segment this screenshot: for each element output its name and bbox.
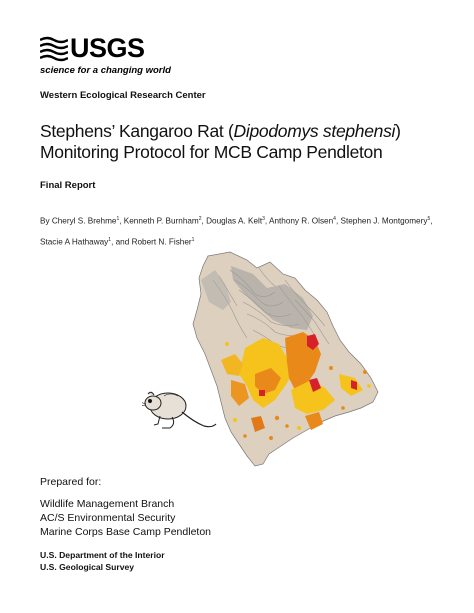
author-affil: 5 xyxy=(427,216,431,222)
recipient-line: Wildlife Management Branch xyxy=(40,498,175,510)
title-part1: Stephens’ Kangaroo Rat ( xyxy=(40,121,234,141)
author-name: Stacie A Hathaway xyxy=(40,237,109,247)
author-sep: , xyxy=(264,216,269,226)
report-title xyxy=(40,121,460,163)
prepared-for-label: Prepared for: xyxy=(40,476,102,488)
author-affil: 4 xyxy=(333,216,336,222)
kangaroo-rat-illustration xyxy=(142,386,217,434)
author-name: Stephen J. Montgomery xyxy=(340,216,428,226)
author-affil: 3 xyxy=(262,216,265,222)
department-line: U.S. Geological Survey xyxy=(40,562,135,572)
research-center: Western Ecological Research Center xyxy=(40,90,206,101)
report-type: Final Report xyxy=(40,180,96,191)
author-sep: , xyxy=(201,216,207,226)
logo-wordmark: USGS xyxy=(70,33,145,63)
logo-tagline: science for a changing world xyxy=(40,65,171,76)
title-part2: ) xyxy=(395,121,401,141)
author-name: By Cheryl S. Brehme xyxy=(40,216,117,226)
author-affil: 1 xyxy=(116,216,120,222)
camp-pendleton-map xyxy=(135,240,380,470)
recipient-list xyxy=(40,497,211,539)
author-sep: , xyxy=(430,216,433,226)
author-name: Kenneth P. Burnham xyxy=(123,216,199,226)
department-block xyxy=(40,549,165,573)
author-name: Robert N. Fisher xyxy=(131,237,192,247)
author-name: Anthony R. Olsen xyxy=(268,216,334,226)
recipient-line: Marine Corps Base Camp Pendleton xyxy=(40,526,212,538)
author-sep: , xyxy=(119,216,124,226)
map-habitat-red xyxy=(259,390,265,396)
usgs-wave-icon xyxy=(40,35,68,63)
author-sep: , xyxy=(335,216,341,226)
title-line2: Monitoring Protocol for MCB Camp Pendleton xyxy=(40,142,383,162)
author-affil: 1 xyxy=(108,236,112,243)
author-affil: 2 xyxy=(198,216,202,222)
usgs-logo xyxy=(40,35,170,85)
author-affil: 1 xyxy=(191,236,195,243)
department-line: U.S. Department of the Interior xyxy=(40,550,165,560)
author-name: Douglas A. Kelt xyxy=(206,216,263,226)
title-species: Dipodomys stephensi xyxy=(233,121,396,141)
author-sep: , and xyxy=(111,237,132,247)
recipient-line: AC/S Environmental Security xyxy=(40,512,176,524)
